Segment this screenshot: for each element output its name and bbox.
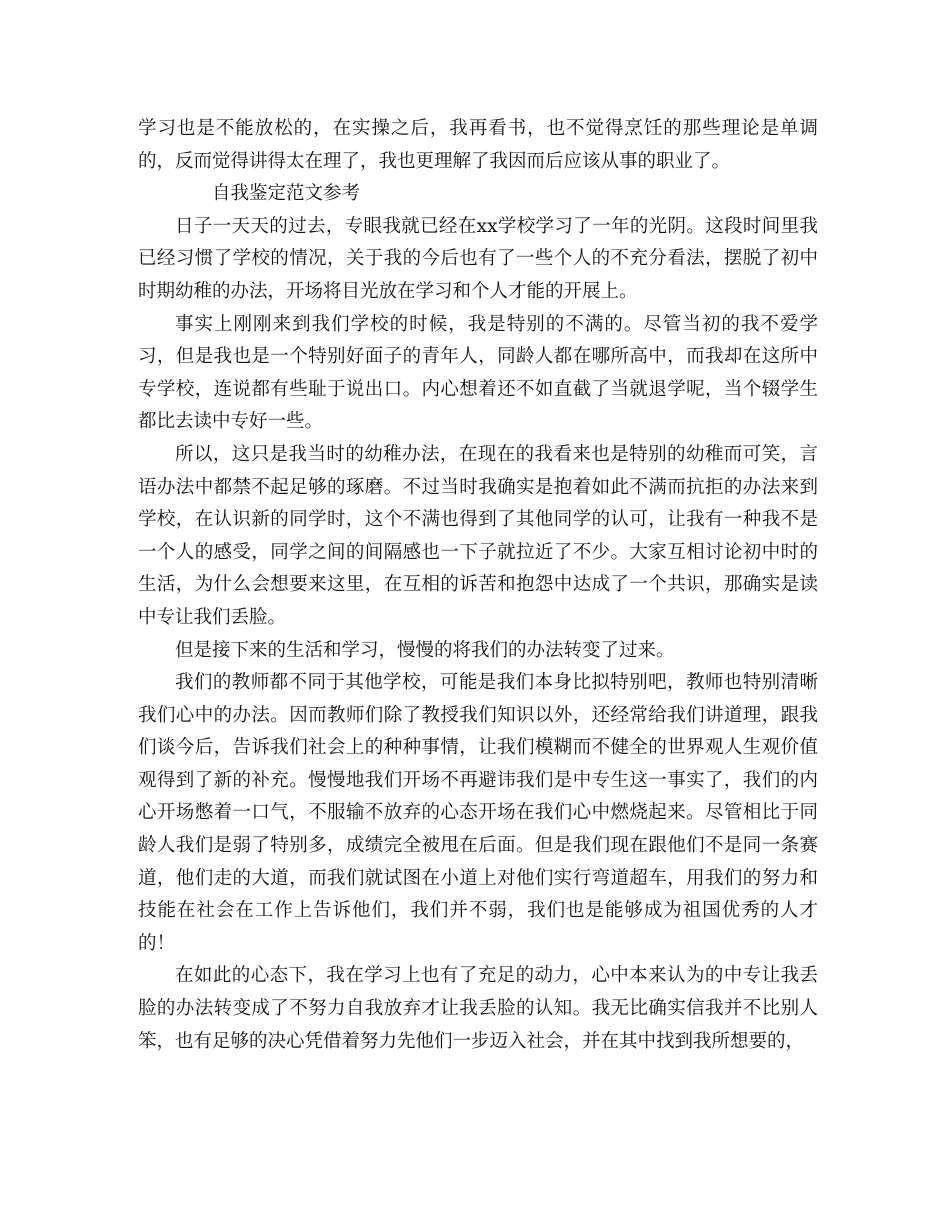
paragraph: 我们的教师都不同于其他学校，可能是我们本身比拟特别吧，教师也特别清晰我们心中的办法。因而教师们除了教授我们知识以外，还经常给我们讲道理，跟我们谈今后，告诉我们社会上的种种事情，让我们模糊而不健全的世界观人生观价值观得到了新的补充。慢慢地我们开场不再避讳我们是中专生这一事实了，我们的内心开场憋着一口气，不服输不放弃的心态开场在我们心中燃烧起来。尽管相比于同龄人我们是弱了特别多，成绩完全被甩在后面。但是我们现在跟他们不是同一条赛道，他们走的大道，而我们就试图在小道上对他们实行弯道超车，用我们的努力和技能在社会在工作上告诉他们，我们并不弱，我们也是能够成为祖国优秀的人才的！ — [138, 672, 818, 954]
paragraph: 事实上刚刚来到我们学校的时候，我是特别的不满的。尽管当初的我不爱学习，但是我也是一个特别好面子的青年人，同龄人都在哪所高中，而我却在这所中专学校，连说都有些耻于说出口。内心想着还不如直截了当就退学呢，当个辍学生都比去读中专好一些。 — [138, 313, 818, 433]
paragraph-continuation: 学习也是不能放松的，在实操之后，我再看书，也不觉得烹饪的那些理论是单调的，反而觉得讲得太在理了，我也更理解了我因而后应该从事的职业了。 — [138, 118, 818, 172]
section-heading: 自我鉴定范文参考 — [212, 183, 361, 205]
paragraph: 但是接下来的生活和学习，慢慢的将我们的办法转变了过来。 — [175, 639, 675, 661]
paragraph: 日子一天天的过去，专眼我就已经在xx学校学习了一年的光阴。这段时间里我已经习惯了学校的情况，关于我的今后也有了一些个人的不充分看法，摆脱了初中时期幼稚的办法，开场将目光放在学习和个人才能的开展上。 — [138, 215, 818, 302]
document-body — [138, 113, 818, 1058]
paragraph: 在如此的心态下，我在学习上也有了充足的动力，心中本来认为的中专让我丢脸的办法转变成了不努力自我放弃才让我丢脸的认知。我无比确实信我并不比别人笨，也有足够的决心凭借着努力先他们一步迈入社会，并在其中找到我所想要的， — [138, 965, 818, 1052]
paragraph: 所以，这只是我当时的幼稚办法，在现在的我看来也是特别的幼稚而可笑，言语办法中都禁不起足够的琢磨。不过当时我确实是抱着如此不满而抗拒的办法来到学校，在认识新的同学时，这个不满也得到了其他同学的认可，让我有一种我不是一个人的感受，同学之间的间隔感也一下子就拉近了不少。大家互相讨论初中时的生活，为什么会想要来这里，在互相的诉苦和抱怨中达成了一个共识，那确实是读中专让我们丢脸。 — [138, 443, 818, 628]
